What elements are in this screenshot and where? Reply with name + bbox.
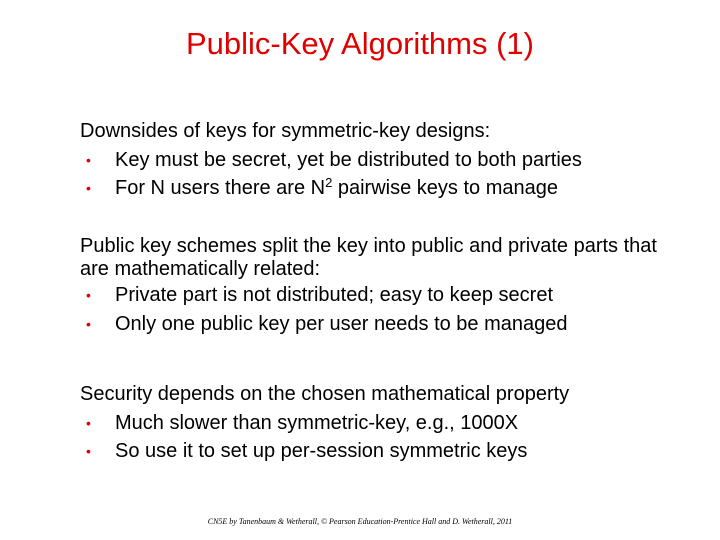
bullet-item [80,310,680,339]
section-public-key-schemes [80,235,680,338]
bullet-item [80,437,680,466]
bullet-list [80,146,680,203]
bullet-icon: • [86,414,91,431]
slide-title: Public-Key Algorithms (1) [185,26,534,61]
bullet-item [80,409,680,438]
bullet-icon: • [86,180,91,196]
superscript-exponent: 2 [325,175,333,190]
section-intro: Public key schemes split the key into public and private parts that are mathematically related: [80,235,657,280]
bullet-item [80,146,680,175]
bullet-text: Private part is not distributed; easy to keep secret [115,284,553,306]
bullet-text: Much slower than symmetric-key, e.g., 1000X [115,411,519,434]
bullet-text: Only one public key per user needs to be managed [115,312,568,335]
section-symmetric-downsides [80,117,680,203]
section-security [80,380,680,466]
bullet-icon: • [86,151,91,168]
bullet-text-part: For N users there are N [115,177,326,199]
bullet-list [80,409,680,466]
slide-footer-copyright: CN5E by Tanenbaum & Wetherall, © Pearson Education-Prentice Hall and D. Wetherall, 2011 [207,517,513,526]
bullet-list [80,281,680,338]
bullet-text-part: pairwise keys to manage [332,177,558,199]
bullet-text: Key must be secret, yet be distributed to both parties [115,148,582,171]
bullet-icon: • [86,443,91,459]
section-intro: Downsides of keys for symmetric-key designs: [80,120,491,142]
bullet-item [80,174,680,203]
bullet-item [80,281,680,310]
section-intro: Security depends on the chosen mathematical property [80,383,570,405]
bullet-icon: • [86,315,91,332]
bullet-icon: • [86,287,91,303]
bullet-text: So use it to set up per-session symmetric keys [115,440,528,462]
